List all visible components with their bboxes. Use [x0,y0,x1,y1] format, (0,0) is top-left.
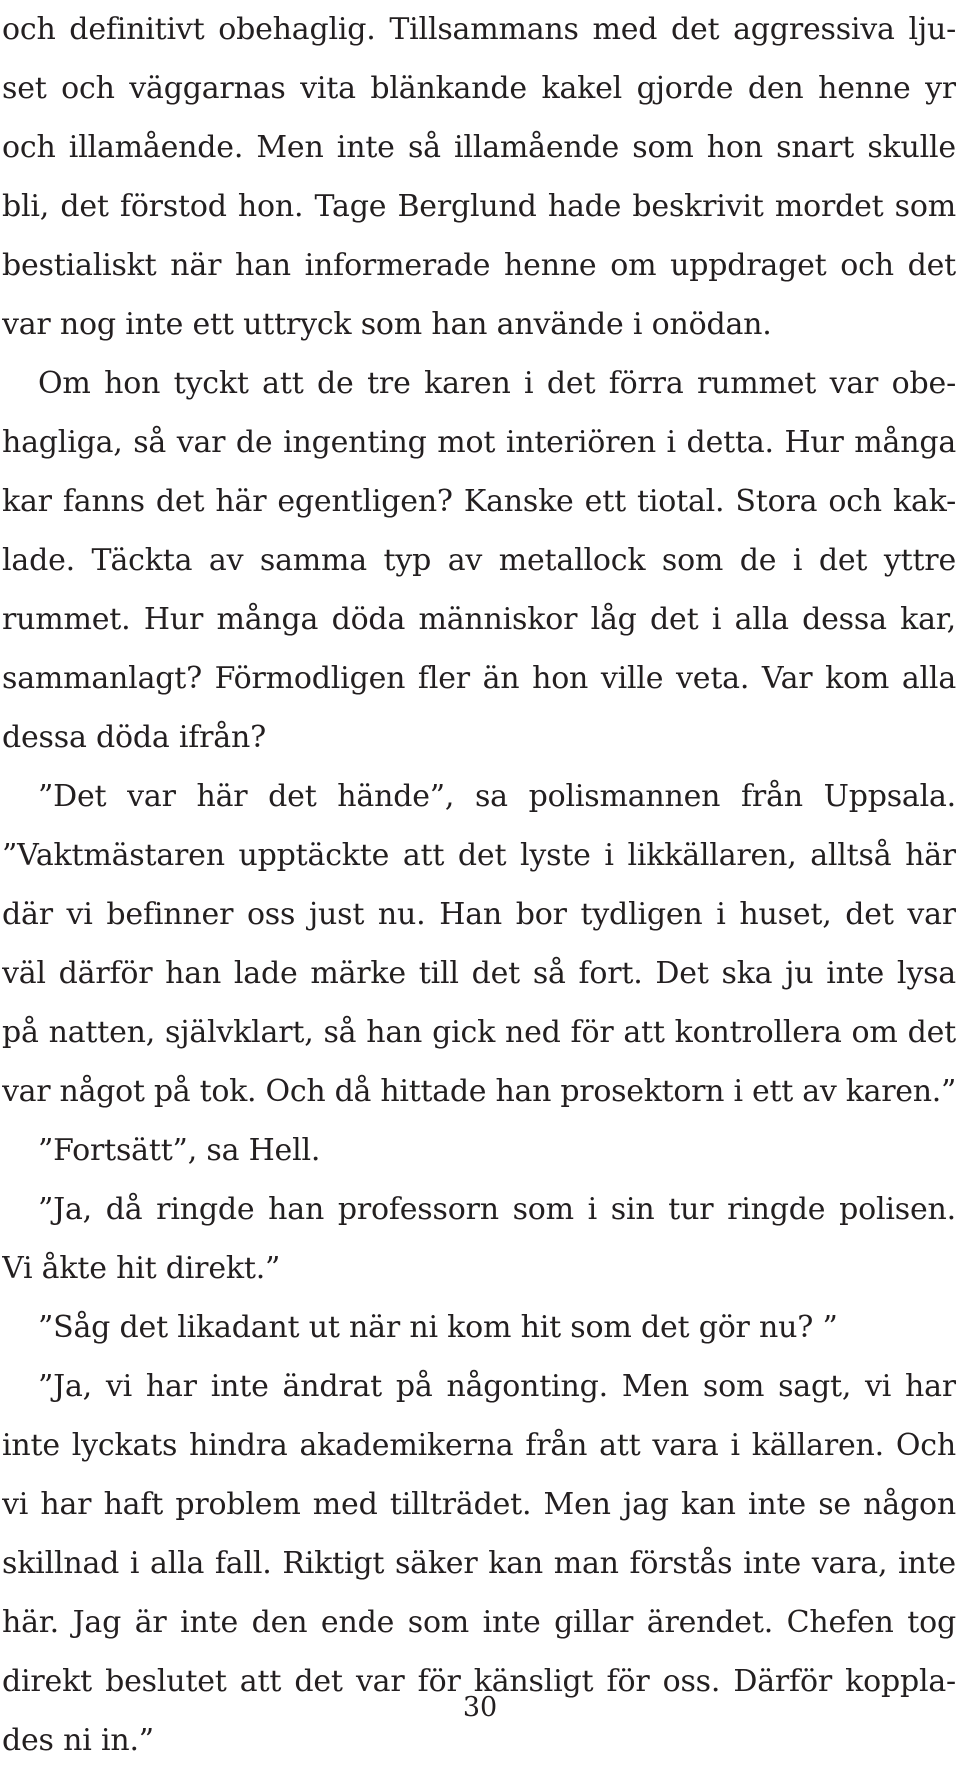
text-line: och definitivt obehaglig. Tillsammans med det aggressiva lju- [2,12,956,47]
text-line: ”Ja, då ringde han professorn som i sin tur ringde polisen. [38,1192,956,1227]
text-line: lade. Täckta av samma typ av metallock som de i det yttre [2,543,956,578]
text-line: vi har haft problem med tillträdet. Men jag kan inte se någon [2,1487,956,1522]
text-line: ”Vaktmästaren upptäckte att det lyste i likkällaren, alltså här [2,838,956,873]
page-number: 30 [462,1692,498,1723]
text-line: här. Jag är inte den ende som inte gillar ärendet. Chefen tog [2,1605,956,1640]
text-line: dessa döda ifrån? [2,720,266,755]
body-text [2,0,956,1770]
text-line: ”Såg det likadant ut när ni kom hit som det gör nu? ” [38,1310,838,1345]
text-line: set och väggarnas vita blänkande kakel gjorde den henne yr [2,71,956,106]
text-line: där vi befinner oss just nu. Han bor tydligen i huset, det var [2,897,956,932]
text-line: ”Ja, vi har inte ändrat på någonting. Men som sagt, vi har [38,1369,956,1404]
text-line: direkt beslutet att det var för känsligt för oss. Därför koppla- [2,1664,956,1699]
text-line: kar fanns det här egentligen? Kanske ett tiotal. Stora och kak- [2,484,956,519]
text-line: Om hon tyckt att de tre karen i det förra rummet var obe- [38,366,956,401]
text-line: bli, det förstod hon. Tage Berglund hade beskrivit mordet som [2,189,956,224]
text-line: skillnad i alla fall. Riktigt säker kan man förstås inte vara, inte [2,1546,956,1581]
text-line: bestialiskt när han informerade henne om uppdraget och det [2,248,956,283]
text-line: des ni in.” [2,1723,154,1758]
text-line: och illamående. Men inte så illamående som hon snart skulle [2,130,956,165]
text-line: Vi åkte hit direkt.” [2,1251,281,1286]
text-line: ”Det var här det hände”, sa polismannen från Uppsala. [38,779,956,814]
text-line: var nog inte ett uttryck som han använde i onödan. [2,307,772,342]
text-line: sammanlagt? Förmodligen fler än hon ville veta. Var kom alla [2,661,956,696]
text-line: var något på tok. Och då hittade han prosektorn i ett av karen.” [2,1074,956,1109]
text-line: väl därför han lade märke till det så fort. Det ska ju inte lysa [2,956,956,991]
text-line: inte lyckats hindra akademikerna från att vara i källaren. Och [2,1428,956,1463]
text-line: ”Fortsätt”, sa Hell. [38,1133,321,1168]
text-line: hagliga, så var de ingenting mot interiören i detta. Hur många [2,425,956,460]
text-line: rummet. Hur många döda människor låg det i alla dessa kar, [2,602,956,637]
text-line: på natten, självklart, så han gick ned för att kontrollera om det [2,1015,956,1050]
